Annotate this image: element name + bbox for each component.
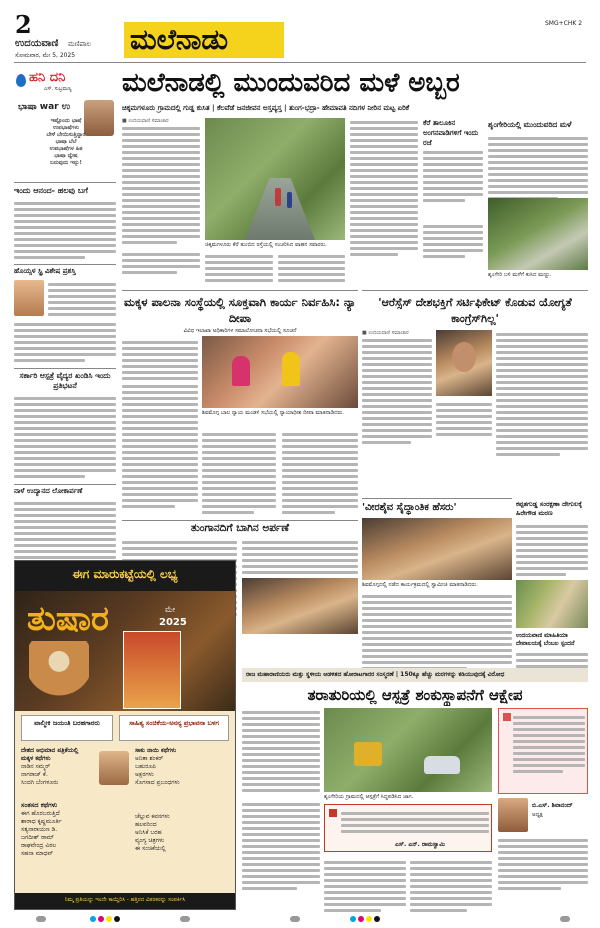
- ad-banner-text: ಈಗ ಮಾರುಕಟ್ಟೆಯಲ್ಲಿ ಲಭ್ಯ: [72, 567, 178, 581]
- side-role: ಅಧ್ಯಕ್ಷ: [532, 812, 543, 818]
- lead-headline: ಮಲೆನಾಡಲ್ಲಿ ಮುಂದುವರಿದ ಮಳೆ ಅಬ್ಬರ: [122, 68, 460, 98]
- poem-lines: [18, 118, 114, 167]
- ad-banner: [15, 561, 235, 591]
- ad-col-b-line: ಶಾರಾಧ ಕೃಷ್ಣಮೂರ್ತಿ: [21, 818, 62, 825]
- car: [424, 756, 460, 774]
- edition: ಮಣಿಪಾಲ: [68, 40, 92, 48]
- bottom-body-col4: [410, 858, 492, 915]
- lead-body-col5: [350, 118, 418, 259]
- lead-body-col1: [122, 118, 200, 247]
- anganwadi-title: ಕೆರೆ ತಾಲೂಕಿನ ಅಂಗನವಾಡಿಗಳಿಗೆ ಇಂದು ರಜೆ: [423, 119, 479, 147]
- byline: ■ ಉದಯವಾಣಿ ಸಮಾಚಾರ: [362, 330, 409, 336]
- lead-body-col3: [205, 252, 273, 285]
- registration-mark: [180, 916, 190, 922]
- bottom-body-col3: [324, 858, 406, 915]
- poem-line: ಉಪಭಾಷೆಗಳು: [53, 125, 79, 131]
- children-body-col4: [282, 430, 358, 517]
- quote-body: [341, 809, 489, 836]
- registration-mark: [36, 916, 46, 922]
- story2-title: ಹೊಯ್ಸಳ ಸ್ಫ್ರಿ ವಿಶೇಷ ಪ್ರಶಸ್ತಿ: [14, 267, 76, 275]
- registration-mark: [560, 916, 570, 922]
- bottom-body-col1: [242, 708, 320, 795]
- bottom-photo: [324, 708, 492, 792]
- story2-photo: [14, 280, 44, 316]
- poem-line: ಬೇಳೆ ಬೇಯಿಸುತ್ತಿದ್ದಾರೆ: [46, 132, 86, 138]
- ad-box2-text: ಸಾಹಿತ್ಯ ಸಂಚಿಕೆಯ-ಅನನ್ಯ ಪ್ರಭಾವನಾ ಬಳಗ: [129, 719, 219, 727]
- color-swatch-yellow: [106, 916, 112, 922]
- column-brand-box: [14, 66, 116, 96]
- story1-body: [14, 199, 116, 262]
- poem-line: ಭಾಷಾ ಬೆಲೆ: [55, 139, 77, 145]
- divider: [14, 264, 116, 265]
- print-marks: [0, 914, 600, 928]
- children-body-col2: [122, 382, 198, 511]
- ad-month: ಮೇ: [165, 605, 176, 614]
- ad-col-b-line: ಈಗ ಹೊರಬರುತ್ತಿದೆ: [21, 810, 60, 817]
- ad-footer: [15, 893, 235, 909]
- side-body3: [498, 836, 588, 893]
- ad-footer-text: ನಿಮ್ಮ ಪ್ರತಿಯನ್ನು ಇಂದೇ ಕಾಯ್ದಿರಿಸಿ - ಹತ್ತಿರದ ವಿತರಕರನ್ನು ಸಂಪರ್ಕಿಸಿ: [64, 897, 186, 903]
- section-title: ಮಲೆನಾಡು: [130, 23, 229, 56]
- column-brand: ಹನಿ ದನಿ: [29, 70, 66, 85]
- ad-portrait: [99, 751, 129, 785]
- children-body-col3: [202, 430, 276, 517]
- bottom-photo-caption: ಶೃಂಗೇರಿಯ ಗ್ರಾಮದಲ್ಲಿ ಆಸ್ಪತ್ರೆಗೆ ಸಿದ್ಧಪಡಿಸಿದ ಜಾಗ.: [324, 794, 414, 800]
- story4-title: ನಾಳೆ ಉದ್ಯಾನದ ಲೋಕಾರ್ಪಣೆ: [14, 487, 83, 495]
- divider: [14, 182, 116, 183]
- sage-figure: [29, 641, 89, 709]
- masthead-rule: [14, 62, 586, 63]
- tunga-body-col2: [242, 538, 358, 577]
- ad-col-a-line: ನಾಡಿನ ಸಮ್ಮರ್: [21, 763, 51, 770]
- ad-box2: [119, 715, 229, 741]
- ad-box1: [21, 715, 113, 741]
- side-photo: [516, 580, 588, 628]
- divider: [122, 290, 358, 291]
- color-swatch-yellow: [366, 916, 372, 922]
- ad-col-d-line: ಹಲವರಿಂದ: [135, 821, 157, 828]
- bottom-quote-box: [324, 804, 492, 852]
- ad-col-a: [21, 747, 91, 787]
- lead-body-col2: [122, 250, 200, 277]
- sringeri-body: [488, 134, 588, 203]
- date-line: ಸೋಮವಾರ, ಮೇ 5, 2025: [15, 52, 76, 59]
- story1-title: ಇಂದು ಆನಂದ- ಹಲವು ಬಗೆ: [14, 186, 88, 195]
- lead-body-col4: [278, 252, 345, 285]
- color-swatch-magenta: [98, 916, 104, 922]
- rss-body-col1: [362, 330, 432, 447]
- bottom-side-box: [498, 708, 588, 794]
- color-swatch-magenta: [358, 916, 364, 922]
- veera-caption: ಶಿವಮೊಗ್ಗದಲ್ಲಿ ನಡೆದ ಕಾರ್ಯಕ್ರಮದಲ್ಲಿ ಸ್ವಾಮೀಜಿ ಮಾತನಾಡಿದರು.: [362, 582, 478, 588]
- ad-col-b-line: ಸಹನಾ ಮಾಧವ್: [21, 850, 54, 857]
- divider: [362, 498, 512, 499]
- story2-body-b: [14, 320, 116, 365]
- ad-col-c-line: ಸಾಕು ನಾಯಿ ಕಥೆಗಳು: [135, 747, 177, 754]
- side-title1: ಕಪ್ಪತಗುಡ್ಡ ಸಂರಕ್ಷಣಾ ದೇಗುಲಕ್ಕೆ ಹಿರೇಗೌಡ ಮರಣ: [516, 500, 583, 517]
- registration-mark: [290, 916, 300, 922]
- lead-subheadline: ಚಿಕ್ಕಮಗಳೂರು ಗ್ರಾಮದಲ್ಲಿ ಗುಡ್ಡ ಕುಸಿತ | ಕೆಲವೆಡೆ ಜನಜೀವನ ಅಸ್ತವ್ಯಸ್ತ | ತುಂಗ-ಭದ್ರಾ- ಹೇಮಾವತಿ ನದಿಗಳ ನೀರಿನ ಮಟ್ಟ ಏರಿಕೆ: [122, 104, 410, 112]
- sringeri-caption: ಶೃಂಗೇರಿ ಬಳಿ ಮಳೆಗೆ ಕುಸಿದ ಮಣ್ಣು.: [488, 272, 552, 278]
- ad-col-b-line: ಸತ್ಯನಾರಾಯಣ ಡಿ.: [21, 826, 58, 833]
- sringeri-photo: [488, 198, 588, 270]
- divider: [122, 520, 358, 521]
- rss-body-col3: [496, 330, 588, 459]
- story2-body: [48, 280, 116, 319]
- side-name: ಬಿ.ಎಸ್. ಶಿವಾನಂದ್: [532, 802, 573, 809]
- ad-col-c-line: ಅನಿತಾ ಶಂಕರ್: [135, 755, 164, 762]
- ad-col-a-line: ನಾಗರಾಜ್ ಕೆ.: [21, 771, 48, 778]
- side-portrait: [498, 798, 528, 832]
- person-figure: [287, 192, 292, 208]
- ad-year: 2025: [159, 617, 187, 628]
- color-swatch-black: [374, 916, 380, 922]
- story3-body: [14, 394, 116, 481]
- ad-col-d-line: ಈ ಸಂಚಿಕೆಯಲ್ಲಿ: [135, 845, 166, 852]
- ad-col-c: [135, 747, 229, 787]
- ad-col-b: [21, 801, 121, 858]
- ad-col-d-line: ವ್ಯಂಗ್ಯ ಚಿತ್ರಗಳು: [135, 837, 165, 844]
- rss-body-col2: [436, 400, 492, 439]
- bottom-headline: ತರಾತುರಿಯಲ್ಲಿ ಆಸ್ಪತ್ರೆ ಶಂಕುಸ್ಥಾಪನೆಗೆ ಆಕ್ಷೇಪ: [307, 686, 523, 704]
- excavator: [354, 742, 382, 766]
- page-number: 2: [15, 10, 32, 39]
- tunga-headline: ತುಂಗಾನದಿಗೆ ಬಾಗಿನ ಅರ್ಪಣೆ: [190, 522, 290, 534]
- ad-block: [14, 560, 236, 910]
- sringeri-title: ಶೃಂಗೇರಿಯಲ್ಲಿ ಮುಂದುವರಿದ ಮಳೆ: [488, 120, 572, 129]
- ad-col-a-title: ದೇಶದ ಅಭಿಮಾನ ಪತ್ರಿಕೆಯಲ್ಲಿ ಮಕ್ಕಳ ಕಥೆಗಳು: [21, 747, 79, 762]
- children-headline: ಮಕ್ಕಳ ಪಾಲನಾ ಸಂಸ್ಥೆಯಲ್ಲಿ ಸೂಕ್ತವಾಗಿ ಕಾರ್ಯ ನಿರ್ವಹಿಸಿ: ನ್ಯಾ ದೀಪಾ: [124, 295, 356, 325]
- byline: ■ ಉದಯವಾಣಿ ಸಮಾಚಾರ: [122, 118, 169, 124]
- children-subheadline: ವಿವಿಧ ಇಲಾಖಾ ಅಧಿಕಾರಿಗಳ ಸಮಾಲೋಚನಾ ಸಭೆಯಲ್ಲಿ ಸೂಚನೆ: [183, 328, 297, 334]
- children-caption: ಶಿವಮೊಗ್ಗ ಬಾಲ ನ್ಯಾಯ ಮಂಡಳಿ ಸಭೆಯಲ್ಲಿ ನ್ಯಾಯಾಧೀಶ ದೀಪಾ ಮಾತನಾಡಿದರು.: [202, 410, 345, 416]
- story3-title: ಸರ್ಕಾರಿ ಆಸ್ಪತ್ರೆ ವೈದ್ಯರ ಖಂಡಿಸಿ ಇಂದು ಪ್ರತಿಭಟನೆ: [19, 371, 111, 390]
- anganwadi-box: [423, 118, 483, 218]
- quote-author: ಎಸ್. ಎನ್. ರಾಮಸ್ವಾಮಿ: [395, 841, 445, 848]
- paper-name: ಉದಯವಾಣಿ: [15, 38, 59, 49]
- magazine-cover: [123, 631, 181, 709]
- side-title2: ಉದಯವಾಣಿ ಮಾಹಿತಿಯಾ ದೇವಾಲಯಕ್ಕೆ ಬೆಂಬಲ ಸ್ಪಂದನೆ: [516, 632, 575, 647]
- rss-photo: [436, 330, 492, 396]
- poem-line: ಇಷ್ಟೊಂದು ಭಾಷೆ: [50, 118, 82, 124]
- poem-line: ಭಾಷಾ ದ್ವೇಷ: [54, 153, 78, 159]
- divider: [362, 290, 588, 291]
- left-column: [14, 66, 116, 556]
- drop-icon: [16, 74, 26, 87]
- alert-icon: [503, 713, 511, 721]
- lead-photo: [205, 118, 345, 240]
- color-swatch-cyan: [90, 916, 96, 922]
- ad-col-b-line: ರಾಘವೇಂದ್ರ ವಿಠಲ: [21, 842, 57, 849]
- bottom-strip: [242, 668, 588, 682]
- masthead: [0, 0, 600, 62]
- color-swatch-black: [114, 916, 120, 922]
- ad-col-c-line: ಸೊಗಸಾದ ಪ್ರಬಂಧಗಳು: [135, 779, 180, 786]
- ad-title: ತುಷಾರ: [27, 599, 109, 639]
- poem-title: ಭಾಷಾ war ಉ: [18, 102, 71, 112]
- bottom-strip-text: ರಾಜ ಮಹಾರಾಣಿಯರು ಮತ್ತು ಸ್ಥಳೀಯ ಆಡಳಿತದ ಹೋರಾಟಗಾರರ ಸಂಸ್ಮರಣೆ | 150ಕ್ಕೂ ಹೆಚ್ಚು ಮರಗಳನ್ನು ಕಡಿಯುವುದಕ್ಕೆ ವಿರೋಧ: [246, 671, 505, 678]
- edition-code: SMG+CHK 2: [545, 20, 583, 27]
- divider: [14, 484, 116, 485]
- face: [452, 342, 476, 372]
- ad-col-c-line: ಬಹುರೂಪಿ: [135, 763, 156, 770]
- person-figure: [232, 356, 250, 386]
- ad-col-b-line: ಸಂತಸದ ಕಥೆಗಳು: [21, 801, 58, 809]
- veera-body: [362, 592, 512, 673]
- side-box-body: [513, 713, 585, 776]
- ad-box1-text: ವಾಲ್ಮೀಕಿ ಜಯಂತಿ ಬರಹಗಾರರು: [34, 719, 100, 727]
- person-figure: [282, 352, 300, 386]
- ad-cover: [15, 591, 235, 711]
- lead-body-col6: [423, 222, 483, 261]
- bottom-body-col2: [242, 800, 320, 893]
- ad-col-c-line: ಅಕ್ಷರಗಳು: [135, 771, 154, 778]
- children-photo: [202, 336, 358, 408]
- veera-photo: [362, 518, 512, 580]
- ad-col-d-line: ಚೆಲ್ಲುವ ಕವನಗಳು: [135, 813, 170, 820]
- poem-line: ಉಪಭಾಷೆಗಳ ಹಿತ: [49, 146, 83, 152]
- ad-col-d-line: ಅನಿಸಿಕೆ ಬರಹ: [135, 829, 162, 836]
- ad-col-d: [135, 813, 229, 853]
- rss-headline: 'ಆರೆಸ್ಸೆಸ್ ದೇಶಭಕ್ತಿಗೆ ಸರ್ಟಿಫಿಕೇಟ್ ಕೊಡುವ ಯೋಗ್ಯತೆ ಕಾಂಗ್ರೆಸ್‌ಗಿಲ್ಲ': [378, 296, 572, 325]
- poem-line: ಬರುವುದು ಇನ್ನು!: [50, 160, 82, 166]
- quote-icon: [329, 809, 337, 817]
- side-body1: [516, 522, 588, 579]
- lead-photo-caption: ಚಿಕ್ಕಮಗಳೂರು ಕೆರೆ ತುಂಬಿದ ರಸ್ತೆಯಲ್ಲಿ ಸಂಚರಿಸಿದ ವಾಹನ ಸವಾರರು.: [205, 242, 327, 248]
- divider: [14, 368, 116, 369]
- column-author: ಎಸ್. ಸುಬ್ರಮಣ್ಯ: [44, 86, 72, 92]
- children-body-col1: [122, 338, 198, 383]
- ad-col-b-line: ಜಗದೀಶ್ ರಾಮ್: [21, 834, 54, 841]
- veera-headline: 'ವೀರಶೈವ ಸೈದ್ಧಾಂತಿಕ ಹೆಸರು': [362, 502, 457, 513]
- person-figure: [275, 188, 281, 206]
- ad-col-a-line: ಸಿಂದಗಿ ಬೆಂಗಳೂರು: [21, 779, 59, 786]
- color-swatch-cyan: [350, 916, 356, 922]
- tunga-photo: [242, 578, 358, 634]
